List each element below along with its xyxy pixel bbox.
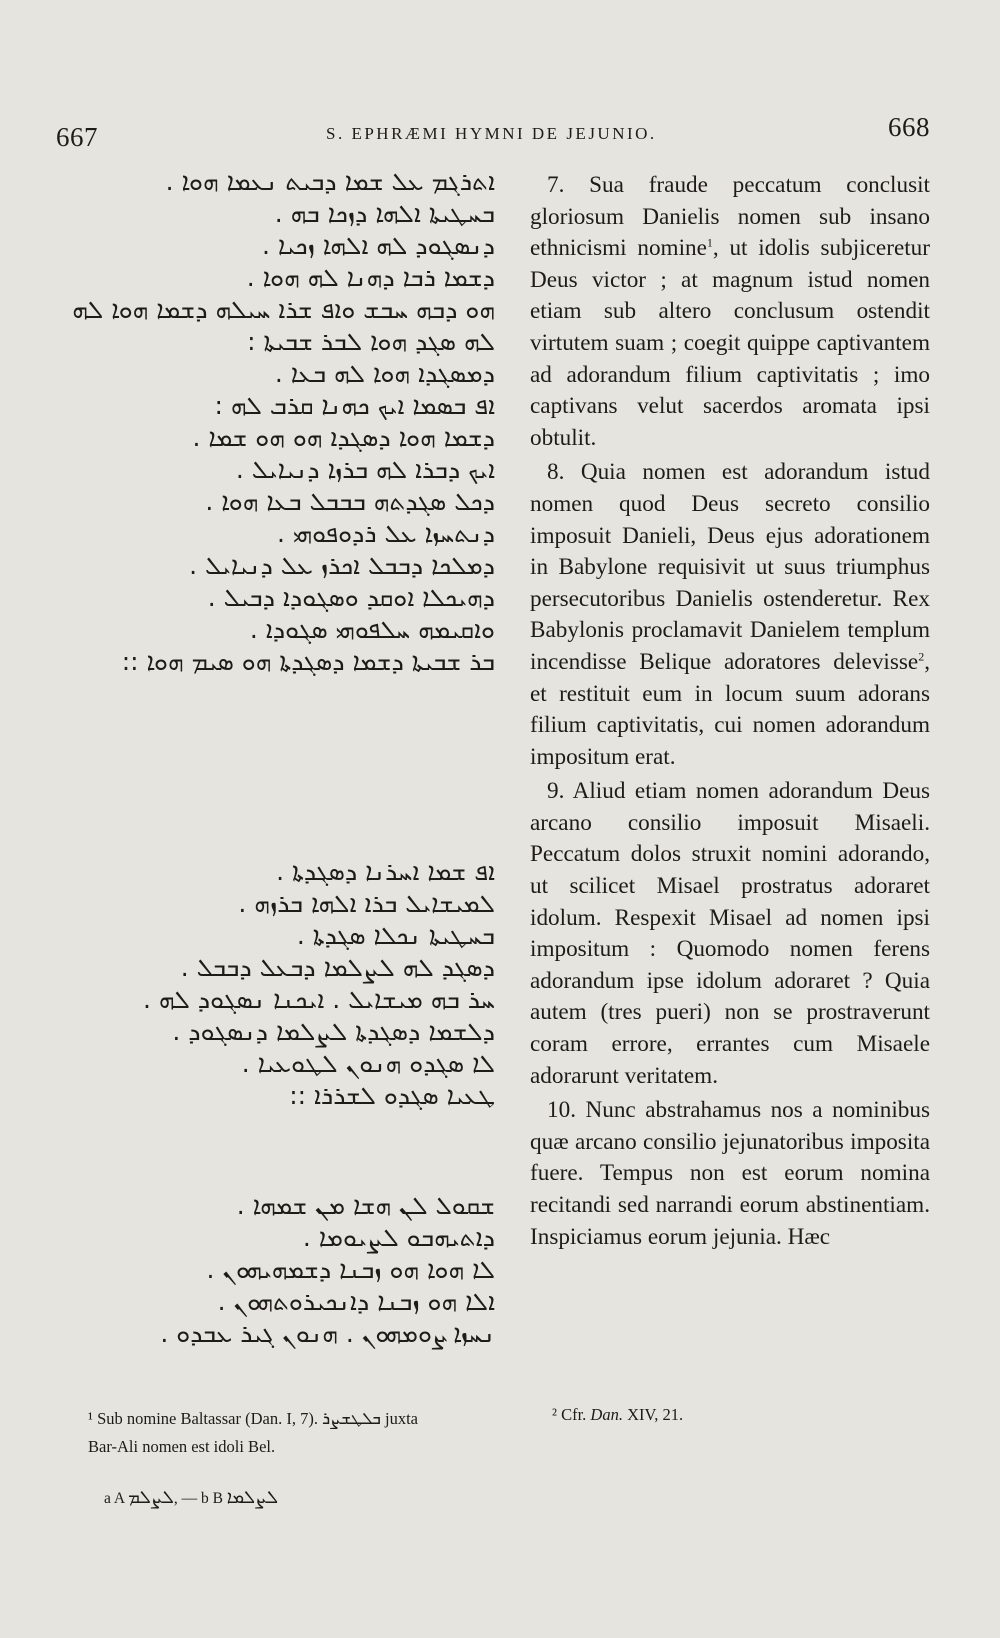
syriac-line: ܕܡܠܟܐ ܕܒܒܠ ܐܟܪܙ ܥܠ ܕܢܝܐܝܠ . [189,551,495,580]
variant-readings [104,1487,278,1508]
syriac-line: ܐܦ ܫܡܐ ܐܚܪܢܐ ܕܣܓܕܬܐ . [276,857,495,886]
latin-paragraph-10 [530,1095,930,1253]
left-footnote-line-1: ¹ Sub nomine Baltassar (Dan. I, 7). ܒܠܛܫܨܪ juxta [88,1409,418,1428]
syriac-line: ܕܣܓܕ ܠܗ ܠܨܠܡܐ ܕܒܥܠ ܕܒܒܠ . [180,953,495,982]
syriac-line: ܐܦ ܒܣܡܐ ܐܝܟ ܟܗܢܐ ܩܪܒ ܠܗ : [214,391,495,420]
running-title: S. EPHRÆMI HYMNI DE JEJUNIO. [326,124,657,143]
syriac-line: ܕܫܡܐ ܗܘܐ ܕܣܓܕܐ ܗܘ ܗܘ ܫܡܐ . [192,423,495,452]
running-header [56,112,930,152]
right-page-number: 668 [888,112,930,142]
syriac-line: ܢܚܙܐ ܨܘܡܗܘܢ . ܗܢܘܢ ܓܝܪ ܥܒܕܘ . [160,1319,495,1348]
latin-paragraph-8 [530,457,930,773]
syriac-line: ܕܗܝܟܠܐ ܐܘܩܕ ܘܣܓܘܕܐ ܕܒܝܠ . [207,583,495,612]
syriac-line: ܕܡܣܓܕܐ ܗܘܐ ܠܗ ܒܥܐ . [274,359,495,388]
syriac-line: ܫܩܘܠ ܠܢ ܗܫܐ ܡܢ ܫܡܗܐ . [236,1191,495,1220]
paragraph-text: , ut idolis subjiceretur Deus victor ; at magnum istud nomen etiam sub altero conclusum ostendit virtutem suam ; coegit quippe captivantem ad adorandum filium captivitatis ; imo captivans velut sacerdos aromata ipsi obtulit. [530,235,930,451]
syriac-text-column [72,167,495,1393]
latin-paragraph-9 [530,776,930,1092]
variant-prefix: a A [104,1490,129,1507]
left-footnote [88,1405,508,1461]
syriac-line: ܕܟܠ ܣܓܕܬܗ ܒܒܒܠ ܒܥܐ ܗܘܐ . [205,487,495,516]
left-footnote-line-2: Bar-Ali nomen est idoli Bel. [88,1437,276,1456]
left-page-number: 667 [56,122,98,152]
syriac-line: ܠܐ ܣܓܕܘ ܗܢܘܢ ܠܛܘܥܝܐ . [241,1049,495,1078]
syriac-line: ܗܘ ܕܒܗ ܚܒܫ ܘܐܦ ܫܪܐ ܚܝܠܗ ܕܫܡܐ ܗܘܐ ܠܗ [72,295,495,324]
paragraph-text: 9. Aliud etiam nomen adorandum Deus arcano consilio imposuit Misaeli. Peccatum dolos struxit nomini adorando, ut scilicet Misael prostratus adoraret idolum. Respexit Misael ad nomen ipsi impositum : Quomodo nomen ferens adorandum ipse idolum adoraret ? Quia autem (tres pueri) non se prostraverunt coram errore, errantes cum Misaele adorarunt veritatem. [530,778,930,1089]
paragraph-text: 10. Nunc abstrahamus nos a nominibus quæ arcano consilio jejunatoribus imposita fuere. Tempus non est eorum nomina recitandi sed narrandi eorum abstinentiam. Inspiciamus eorum jejunia. Hæc [530,1097,930,1250]
syriac-line: ܒܪ ܫܒܝܬܐ ܕܫܡܐ ܕܣܓܕܬܐ ܗܘ ܣܝܡ ܗܘܐ :: [121,647,495,676]
footnote-source: Dan. [590,1405,623,1424]
syriac-line: ܠܡܝܫܐܝܠ ܒܪܐ ܐܠܗܐ ܒܪܙܗ . [238,889,495,918]
syriac-line: ܒܚܛܝܬܐ ܐܠܗܐ ܕܙܟܐ ܒܗ . [274,199,495,228]
syriac-line: ܒܚܛܝܬܐ ܢܟܠܐ ܣܓܕܬܐ . [296,921,495,950]
footnote-marker: ² Cfr. [552,1405,591,1424]
latin-translation-column [530,170,930,1256]
syriac-line: ܚܪ ܒܗ ܡܝܫܐܝܠ . ܐܝܟܢܐ ܢܣܓܘܕ ܠܗ . [142,985,495,1014]
syriac-line: ܐܬܪܓܡ ܥܠ ܫܡܐ ܕܒܝܬ ܢܥܡܐ ܗܘܐ . [165,167,495,196]
latin-paragraph-7 [530,170,930,454]
right-footnote [552,1405,683,1425]
variant-separator: , — b B [173,1490,227,1507]
syriac-line: ܕܫܡܐ ܪܒܐ ܕܗܢܐ ܠܗ ܗܘܐ . [246,263,495,292]
footnote-ref: 1 [706,235,713,250]
syriac-line: ܘܐܩܝܡܗ ܚܠܦܘܗܝ ܣܓܘܕܐ . [249,615,495,644]
paragraph-text: , et restituit eum in locum suum adorans filium captivitatis, cui nomen adorandum impositum erat. [530,648,930,770]
paragraph-text: 7. Sua fraude peccatum conclusit gloriosum Danielis nomen sub insano ethnicismi nomine [530,172,930,262]
syriac-line: ܐܠܐ ܗܘ ܙܒܢܐ ܕܐܢܟܝܪܘܬܗܘܢ . [217,1287,495,1316]
variant-a-syriac: ܠܨܠܡ [128,1487,174,1508]
variant-b-syriac: ܠܨܠܡܐ [226,1487,279,1508]
syriac-line: ܕܠܫܡܐ ܕܣܓܕܬܐ ܠܨܠܡܐ ܕܢܣܓܘܕ . [172,1017,495,1046]
syriac-line: ܕܐܬܝܗܒܘ ܠܨܝܘܡܐ . [302,1223,495,1252]
footnote-ref: 2 [918,649,925,664]
syriac-line: ܠܐ ܗܘܐ ܗܘ ܙܒܢܐ ܕܫܡܗܝܗܘܢ . [206,1255,495,1284]
syriac-line: ܛܥܝܐ ܣܓܕܘ ܠܫܪܪܐ :: [289,1081,495,1110]
footnote-reference: XIV, 21. [622,1405,684,1424]
syriac-line: ܐܝܟ ܕܒܪܐ ܠܗ ܒܪܙܐ ܕܢܝܐܝܠ . [235,455,495,484]
syriac-line: ܕܢܣܓܘܕ ܠܗ ܐܠܗܐ ܙܟܝܐ . [261,231,495,260]
syriac-line: ܕܢܬܚܙܐ ܥܠ ܪܕܘܦܘܗܝ . [277,519,495,548]
paragraph-text: 8. Quia nomen est adorandum istud nomen quod Deus secreto consilio imposuit Danieli, Deus ejus adorationem in Babylone requisivit ut suus triumphus persecutoribus Danielis ostenderetur. Rex Babylonis proclamavit Danielem templum incendisse Belique adoratores delevisse [530,459,930,675]
syriac-line: ܠܗ ܣܓܕ ܗܘܐ ܠܒܪ ܫܒܝܬܐ : [247,327,495,356]
